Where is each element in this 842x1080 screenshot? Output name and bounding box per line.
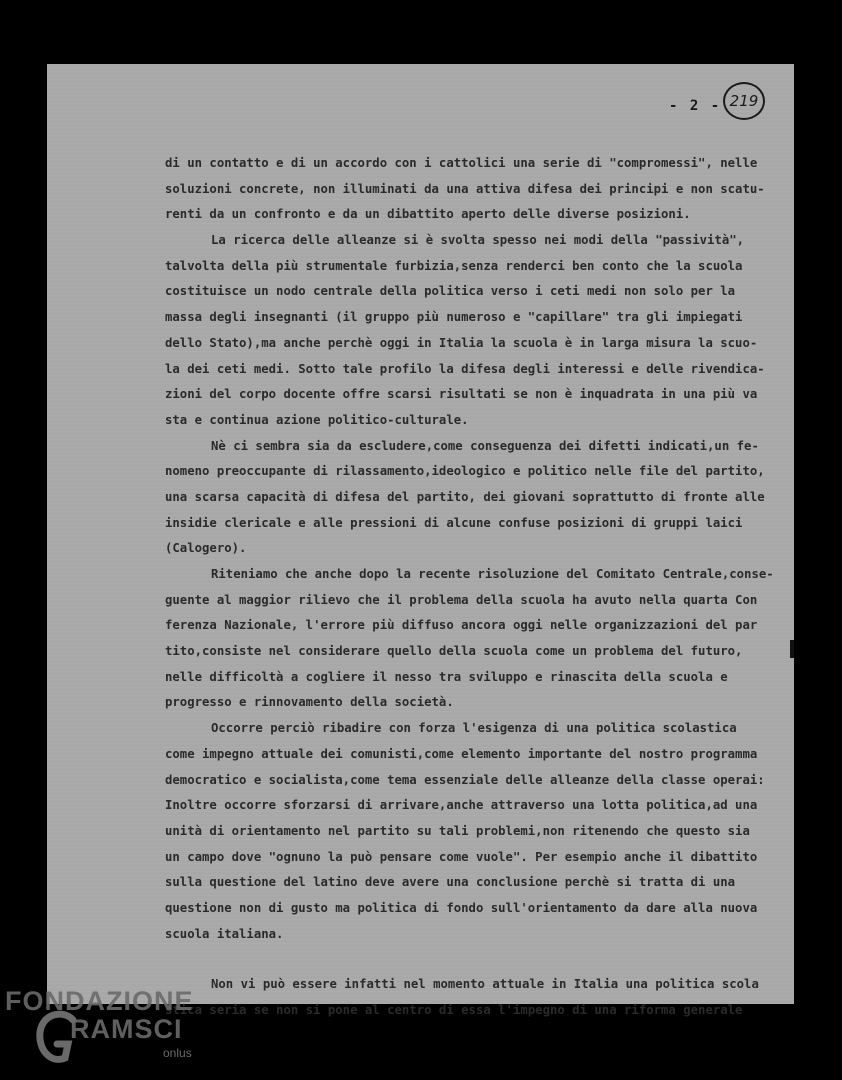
text-line: di un contatto e di un accordo con i cattolici una serie di "compromessi", nelle bbox=[165, 156, 758, 170]
text-line: guente al maggior rilievo che il problema della scuola ha avuto nella quarta Con bbox=[165, 592, 758, 607]
folio-stamp: 219 bbox=[723, 82, 765, 120]
text-line: Non vi può essere infatti nel momento attuale in Italia una politica scola bbox=[211, 977, 759, 992]
text-line: progresso e rinnovamento della società. bbox=[165, 695, 454, 710]
text-line: massa degli insegnanti (il gruppo più numeroso e "capillare" tra gli impiegati bbox=[165, 310, 743, 325]
paragraph-gap bbox=[165, 947, 773, 972]
text-line: ferenza Nazionale, l'errore più diffuso ancora oggi nelle organizzazioni del par bbox=[165, 618, 758, 633]
text-line: soluzioni concrete, non illuminati da una attiva difesa dei principi e non scatu- bbox=[165, 181, 765, 196]
text-line: questione non di gusto ma politica di fondo sull'orientamento da dare alla nuova bbox=[165, 900, 758, 915]
text-line: tito,consiste nel considerare quello della scuola come un problema del futuro, bbox=[165, 644, 743, 659]
text-line: Nè ci sembra sia da escludere,come conseguenza dei difetti indicati,un fe- bbox=[211, 438, 759, 453]
page-number: - 2 - bbox=[669, 98, 722, 114]
text-line: sulla questione del latino deve avere una conclusione perchè si tratta di una bbox=[165, 875, 736, 890]
text-line: stica seria se non si pone al centro di essa l'impegno di una riforma generale bbox=[165, 1003, 743, 1017]
text-line: unità di orientamento nel partito su tali problemi,non ritenendo che questo sia bbox=[165, 823, 750, 838]
text-line: Riteniamo che anche dopo la recente risoluzione del Comitato Centrale,conse- bbox=[211, 567, 774, 581]
body-text bbox=[165, 151, 773, 1024]
text-line: nelle difficoltà a cogliere il nesso tra sviluppo e rinascita della scuola e bbox=[165, 669, 728, 684]
text-line: democratico e socialista,come tema essenziale delle alleanze della classe operai: bbox=[165, 772, 765, 787]
text-line: zioni del corpo docente offre scarsi risultati se non è inquadrata in una più va bbox=[165, 387, 758, 402]
text-line: Occorre perciò ribadire con forza l'esigenza di una politica scolastica bbox=[211, 721, 737, 736]
text-line: la dei ceti medi. Sotto tale profilo la difesa degli interessi e delle rivendica- bbox=[165, 361, 765, 376]
watermark-line2: RAMSCI bbox=[70, 1014, 183, 1044]
text-line: un campo dove "ognuno la può pensare come vuole". Per esempio anche il dibattito bbox=[165, 849, 758, 864]
text-line: scuola italiana. bbox=[165, 926, 284, 941]
text-line: Inoltre occorre sforzarsi di arrivare,anche attraverso una lotta politica,ad una bbox=[165, 798, 758, 813]
text-line: insidie clericale e alle pressioni di alcune confuse posizioni di gruppi laici bbox=[165, 515, 743, 530]
watermark-line1: FONDAZIONE bbox=[5, 986, 194, 1016]
text-line: renti da un confronto e da un dibattito aperto delle diverse posizioni. bbox=[165, 207, 691, 222]
text-line: sta e continua azione politico-culturale. bbox=[165, 412, 469, 427]
text-line: dello Stato),ma anche perchè oggi in Italia la scuola è in larga misura la scuo- bbox=[165, 335, 758, 350]
text-line: una scarsa capacità di difesa del partito, dei giovani soprattutto di fronte alle bbox=[165, 489, 765, 504]
text-line: nomeno preoccupante di rilassamento,ideologico e politico nelle file del partito, bbox=[165, 464, 765, 479]
fondazione-gramsci-watermark bbox=[5, 986, 225, 1076]
scan-edge-mark bbox=[790, 640, 794, 658]
text-line: come impegno attuale dei comunisti,come elemento importante del nostro programma bbox=[165, 746, 758, 761]
text-line: (Calogero). bbox=[165, 541, 247, 556]
text-line: talvolta della più strumentale furbizia,senza renderci ben conto che la scuola bbox=[165, 258, 743, 273]
text-line: La ricerca delle alleanze si è svolta spesso nei modi della "passività", bbox=[211, 233, 745, 248]
text-line: costituisce un nodo centrale della politica verso i ceti medi non solo per la bbox=[165, 284, 736, 299]
watermark-line3: onlus bbox=[163, 1046, 192, 1060]
